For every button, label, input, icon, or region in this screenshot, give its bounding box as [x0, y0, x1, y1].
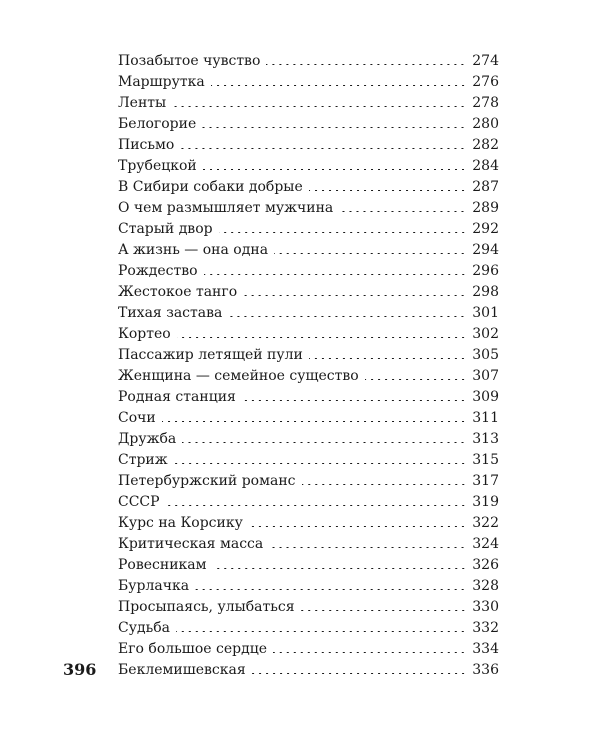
dot-leader	[195, 589, 466, 590]
dot-leader	[203, 169, 467, 170]
toc-entry	[118, 156, 499, 177]
toc-entry-title: Ровесникам	[118, 557, 207, 573]
dot-leader	[174, 463, 467, 464]
dot-leader	[301, 610, 467, 611]
toc-entry-page: 296	[472, 263, 499, 279]
toc-entry-title: СССР	[118, 494, 160, 510]
toc-entry-page: 307	[472, 368, 499, 384]
toc-entry-page: 313	[472, 431, 499, 447]
toc-entry	[118, 450, 499, 471]
toc-entry-page: 319	[472, 494, 499, 510]
toc-entry-page: 289	[472, 200, 499, 216]
dot-leader	[249, 526, 466, 527]
dot-leader	[180, 148, 466, 149]
dot-leader	[243, 295, 466, 296]
toc-entry	[118, 639, 499, 660]
toc-entry	[118, 429, 499, 450]
toc-entry-page: 305	[472, 347, 499, 363]
toc-entry-page: 294	[472, 242, 499, 258]
toc-entry-title: Позабытое чувство	[118, 53, 261, 69]
dot-leader	[273, 652, 466, 653]
toc-entry	[118, 366, 499, 387]
toc-entry	[118, 135, 499, 156]
dot-leader	[172, 106, 466, 107]
toc-entry-title: Стриж	[118, 452, 168, 468]
toc-entry-page: 298	[472, 284, 499, 300]
toc-entry-title: Сочи	[118, 410, 156, 426]
toc-entry-page: 282	[472, 137, 499, 153]
toc-entry	[118, 513, 499, 534]
toc-entry-page: 332	[472, 620, 499, 636]
toc-entry	[118, 303, 499, 324]
toc-entry-title: В Сибири собаки добрые	[118, 179, 303, 195]
dot-leader	[182, 442, 466, 443]
toc-entry-page: 301	[472, 305, 499, 321]
dot-leader	[162, 421, 467, 422]
dot-leader	[365, 379, 467, 380]
page-number: 396	[63, 660, 97, 679]
toc-entry	[118, 576, 499, 597]
toc-entry	[118, 387, 499, 408]
toc-entry-title: Родная станция	[118, 389, 236, 405]
dot-leader	[166, 505, 467, 506]
toc-entry-title: Маршрутка	[118, 74, 205, 90]
dot-leader	[228, 316, 466, 317]
toc-entry	[118, 282, 499, 303]
toc-entry-page: 334	[472, 641, 499, 657]
toc-entry-page: 276	[472, 74, 499, 90]
dot-leader	[302, 484, 467, 485]
toc-entry	[118, 114, 499, 135]
toc-entry-title: Белогорие	[118, 116, 197, 132]
toc-entry-title: Тихая застава	[118, 305, 223, 321]
toc-entry-page: 315	[472, 452, 499, 468]
toc-entry-page: 284	[472, 158, 499, 174]
dot-leader	[204, 274, 467, 275]
dot-leader	[252, 673, 467, 674]
toc-entry	[118, 408, 499, 429]
dot-leader	[219, 232, 467, 233]
toc-entry-page: 274	[472, 53, 499, 69]
toc-entry-page: 280	[472, 116, 499, 132]
dot-leader	[177, 337, 467, 338]
toc-entry-page: 287	[472, 179, 499, 195]
toc-entry-title: Курс на Корсику	[118, 515, 243, 531]
toc-entry	[118, 597, 499, 618]
toc-entry-page: 278	[472, 95, 499, 111]
toc-entry-title: Петербуржский романс	[118, 473, 296, 489]
toc-entry	[118, 660, 499, 681]
toc-entry-page: 326	[472, 557, 499, 573]
toc-entry	[118, 177, 499, 198]
toc-entry-title: Трубецкой	[118, 158, 197, 174]
toc-entry-page: 309	[472, 389, 499, 405]
toc-entry	[118, 93, 499, 114]
toc-entry-page: 302	[472, 326, 499, 342]
toc-entry	[118, 51, 499, 72]
dot-leader	[176, 631, 466, 632]
toc-entry-page: 311	[472, 410, 499, 426]
dot-leader	[309, 190, 467, 191]
toc-entry-page: 322	[472, 515, 499, 531]
toc-entry-title: Просыпаясь, улыбаться	[118, 599, 295, 615]
toc-entry	[118, 240, 499, 261]
toc-entry	[118, 555, 499, 576]
toc-entry-title: Беклемишевская	[118, 662, 246, 678]
toc-entry	[118, 219, 499, 240]
toc-entry-title: А жизнь — она одна	[118, 242, 269, 258]
toc-entry-title: Бурлачка	[118, 578, 190, 594]
dot-leader	[211, 85, 467, 86]
toc-entry-page: 317	[472, 473, 499, 489]
toc-entry-title: Пассажир летящей пули	[118, 347, 303, 363]
toc-entry-page: 292	[472, 221, 499, 237]
toc-entry-title: Кортео	[118, 326, 171, 342]
dot-leader	[213, 568, 467, 569]
toc-entry-title: Критическая масса	[118, 536, 264, 552]
dot-leader	[269, 547, 466, 548]
dot-leader	[274, 253, 466, 254]
toc-entry	[118, 198, 499, 219]
toc-entry-title: Рождество	[118, 263, 198, 279]
toc-entry-title: Женщина — семейное существо	[118, 368, 359, 384]
toc-entry-page: 324	[472, 536, 499, 552]
toc-entry-page: 336	[472, 662, 499, 678]
toc-entry-title: Дружба	[118, 431, 177, 447]
dot-leader	[339, 211, 466, 212]
toc-entry-title: О чем размышляет мужчина	[118, 200, 334, 216]
dot-leader	[202, 127, 466, 128]
toc-entry	[118, 345, 499, 366]
toc-entry-title: Старый двор	[118, 221, 213, 237]
toc-entry-title: Судьба	[118, 620, 170, 636]
table-of-contents	[118, 51, 499, 681]
toc-entry	[118, 324, 499, 345]
toc-entry	[118, 534, 499, 555]
toc-entry	[118, 492, 499, 513]
toc-entry-title: Его большое сердце	[118, 641, 267, 657]
dot-leader	[266, 64, 466, 65]
toc-entry-title: Письмо	[118, 137, 175, 153]
toc-entry	[118, 72, 499, 93]
toc-entry-page: 328	[472, 578, 499, 594]
dot-leader	[242, 400, 466, 401]
dot-leader	[309, 358, 466, 359]
toc-entry-title: Ленты	[118, 95, 167, 111]
toc-entry-page: 330	[472, 599, 499, 615]
toc-entry	[118, 471, 499, 492]
toc-entry-title: Жестокое танго	[118, 284, 238, 300]
toc-entry	[118, 618, 499, 639]
toc-entry	[118, 261, 499, 282]
